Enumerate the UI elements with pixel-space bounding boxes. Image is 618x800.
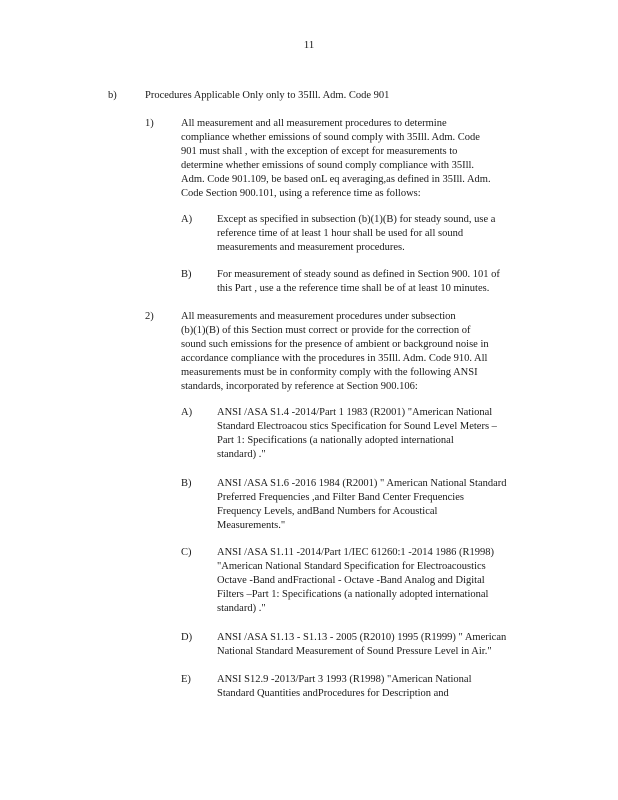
text-line: Part 1: Specifications (a nationally adopted international	[217, 435, 454, 446]
item-2-e-text	[217, 673, 537, 701]
text-line: Code Section 900.101, using a reference time as follows:	[181, 188, 421, 199]
item-2-c-text	[217, 546, 537, 616]
item-2-d-text	[217, 631, 537, 659]
text-line: Filters –Part 1: Specifications (a nationally adopted international	[217, 589, 489, 600]
text-line: this Part , use a the reference time shall be of at least 10 minutes.	[217, 283, 490, 294]
text-line: (b)(1)(B) of this Section must correct or provide for the correction of	[181, 325, 471, 336]
text-line: compliance whether emissions of sound comply with 35Ill. Adm. Code	[181, 132, 480, 143]
text-line: measurements must be in conformity comply with the following ANSI	[181, 367, 478, 378]
text-line: Adm. Code 901.109, be based onL eq averaging,as defined in 35Ill. Adm.	[181, 174, 491, 185]
item-1-text	[181, 117, 518, 201]
text-line: ANSI /ASA S1.13 - S1.13 - 2005 (R2010) 1995 (R1999) " American	[217, 632, 507, 643]
page-number: 11	[303, 39, 315, 51]
text-line: accordance compliance with the procedures in 35Ill. Adm. Code 910. All	[181, 353, 488, 364]
item-2-a-label: A)	[181, 407, 193, 418]
text-line: Except as specified in subsection (b)(1)(B) for steady sound, use a	[217, 214, 496, 225]
text-line: standards, incorporated by reference at Section 900.106:	[181, 381, 418, 392]
section-b-label: b)	[108, 90, 117, 101]
item-1-a-label: A)	[181, 214, 193, 225]
item-2-e-label: E)	[181, 674, 191, 685]
text-line: All measurements and measurement procedures under subsection	[181, 311, 456, 322]
text-line: Standard Electroacou stics Specification for Sound Level Meters –	[217, 421, 497, 432]
text-line: ANSI /ASA S1.4 -2014/Part 1 1983 (R2001) "American National	[217, 407, 493, 418]
text-line: standard) ."	[217, 603, 266, 614]
text-line: sound such emissions for the presence of ambient or background noise in	[181, 339, 489, 350]
text-line: ANSI /ASA S1.6 -2016 1984 (R2001) " American National Standard	[217, 478, 507, 489]
text-line: Measurements."	[217, 520, 286, 531]
item-2-label: 2)	[145, 311, 154, 322]
item-2-d-label: D)	[181, 632, 193, 643]
text-line: National Standard Measurement of Sound Pressure Level in Air."	[217, 646, 492, 657]
text-line: Preferred Frequencies ,and Filter Band Center Frequencies	[217, 492, 464, 503]
item-2-c-label: C)	[181, 547, 192, 558]
item-1-label: 1)	[145, 118, 154, 129]
item-1-b-text	[217, 268, 532, 296]
text-line: ANSI /ASA S1.11 -2014/Part 1/IEC 61260:1 -2014 1986 (R1998)	[217, 547, 494, 558]
item-1-a-text	[217, 213, 532, 255]
text-line: measurements and measurement procedures.	[217, 242, 405, 253]
item-2-b-label: B)	[181, 478, 192, 489]
text-line: determine whether emissions of sound comply compliance with 35Ill.	[181, 160, 475, 171]
text-line: "American National Standard Specification for Electroacoustics	[217, 561, 486, 572]
item-2-text	[181, 310, 531, 394]
text-line: For measurement of steady sound as defined in Section 900. 101 of	[217, 269, 500, 280]
item-1-b-label: B)	[181, 269, 192, 280]
item-2-b-text	[217, 477, 537, 533]
section-b-heading: Procedures Applicable Only only to 35Ill. Adm. Code 901	[145, 90, 390, 101]
text-line: Frequency Levels, andBand Numbers for Acoustical	[217, 506, 438, 517]
text-line: 901 must shall , with the exception of except for measurements to	[181, 146, 458, 157]
text-line: standard) ."	[217, 449, 266, 460]
text-line: All measurement and all measurement procedures to determine	[181, 118, 447, 129]
text-line: ANSI S12.9 -2013/Part 3 1993 (R1998) "American National	[217, 674, 472, 685]
text-line: Octave -Band andFractional - Octave -Band Analog and Digital	[217, 575, 485, 586]
text-line: Standard Quantities andProcedures for Description and	[217, 688, 449, 699]
text-line: reference time of at least 1 hour shall be used for all sound	[217, 228, 464, 239]
item-2-a-text	[217, 406, 537, 462]
